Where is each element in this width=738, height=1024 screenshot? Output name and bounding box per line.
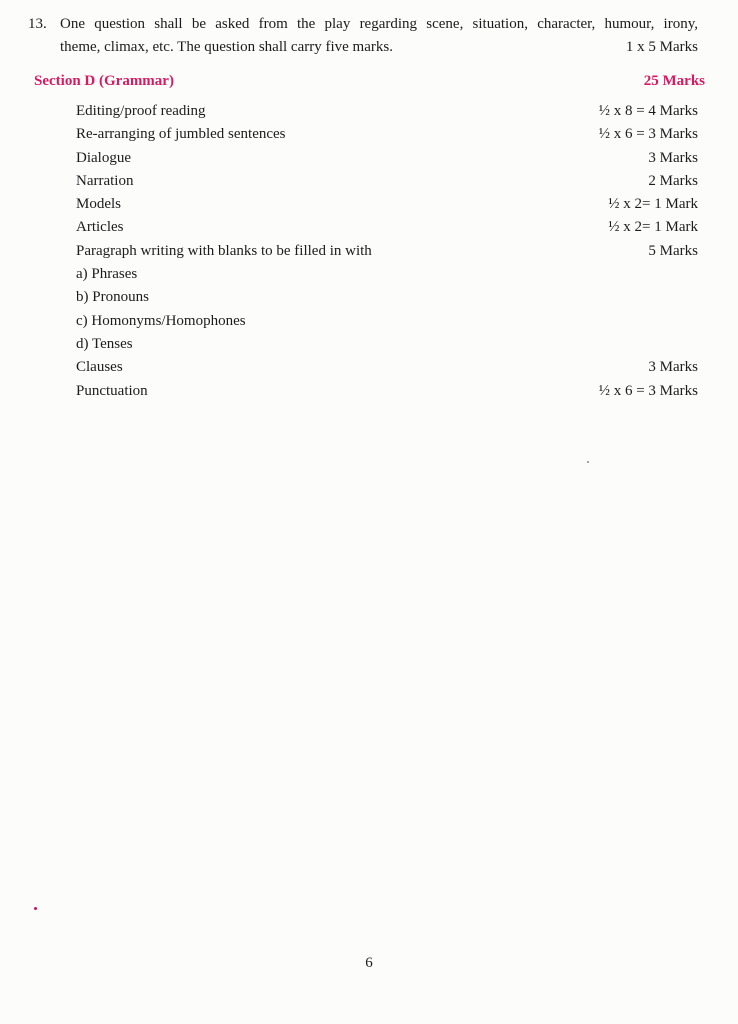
list-item: [76, 100, 698, 123]
grammar-items-list: [76, 100, 698, 403]
item-label: Dialogue: [76, 149, 131, 166]
question-text-line-2: theme, climax, etc. The question shall carry five marks.: [60, 39, 393, 55]
section-marks: 25 Marks: [643, 73, 705, 89]
item-label: d) Tenses: [76, 335, 133, 352]
item-marks: 3 Marks: [648, 149, 698, 166]
item-label: Models: [76, 196, 121, 213]
list-item: [76, 333, 698, 356]
item-label: Narration: [76, 172, 134, 189]
list-item: [76, 170, 698, 193]
item-label: c) Homonyms/Homophones: [76, 312, 246, 329]
list-item: [76, 310, 698, 333]
list-item: [76, 286, 698, 309]
page-number: 6: [365, 955, 373, 971]
list-item: [76, 380, 698, 403]
item-label: Paragraph writing with blanks to be filled in with: [76, 242, 372, 259]
item-label: a) Phrases: [76, 266, 138, 283]
item-label: Clauses: [76, 359, 123, 376]
item-label: Articles: [76, 219, 124, 236]
item-marks: ½ x 6 = 3 Marks: [598, 126, 698, 143]
item-label: Re-arranging of jumbled sentences: [76, 126, 286, 143]
question-text-line-1: One question shall be asked from the play regarding scene, situation, character, humour, irony,: [60, 16, 698, 32]
item-marks: 5 Marks: [648, 242, 698, 259]
scan-speck: [587, 461, 589, 463]
list-item: [76, 216, 698, 239]
list-item: [76, 147, 698, 170]
item-marks: ½ x 6 = 3 Marks: [598, 382, 698, 399]
item-marks: 2 Marks: [648, 172, 698, 189]
item-marks: ½ x 2= 1 Mark: [608, 196, 698, 213]
list-item: [76, 193, 698, 216]
section-title: Section D (Grammar): [34, 73, 174, 89]
item-marks: ½ x 8 = 4 Marks: [598, 103, 698, 119]
item-label: Punctuation: [76, 382, 148, 399]
item-label: b) Pronouns: [76, 289, 149, 306]
item-marks: 3 Marks: [648, 359, 698, 376]
question-marks: 1 x 5 Marks: [625, 39, 698, 55]
list-item: [76, 356, 698, 379]
list-item: [76, 240, 698, 263]
item-marks: ½ x 2= 1 Mark: [608, 219, 698, 236]
list-item: [76, 123, 698, 146]
scan-speck: [34, 907, 37, 910]
question-number: 13.: [28, 16, 47, 32]
item-label: Editing/proof reading: [76, 103, 206, 119]
list-item: [76, 263, 698, 286]
